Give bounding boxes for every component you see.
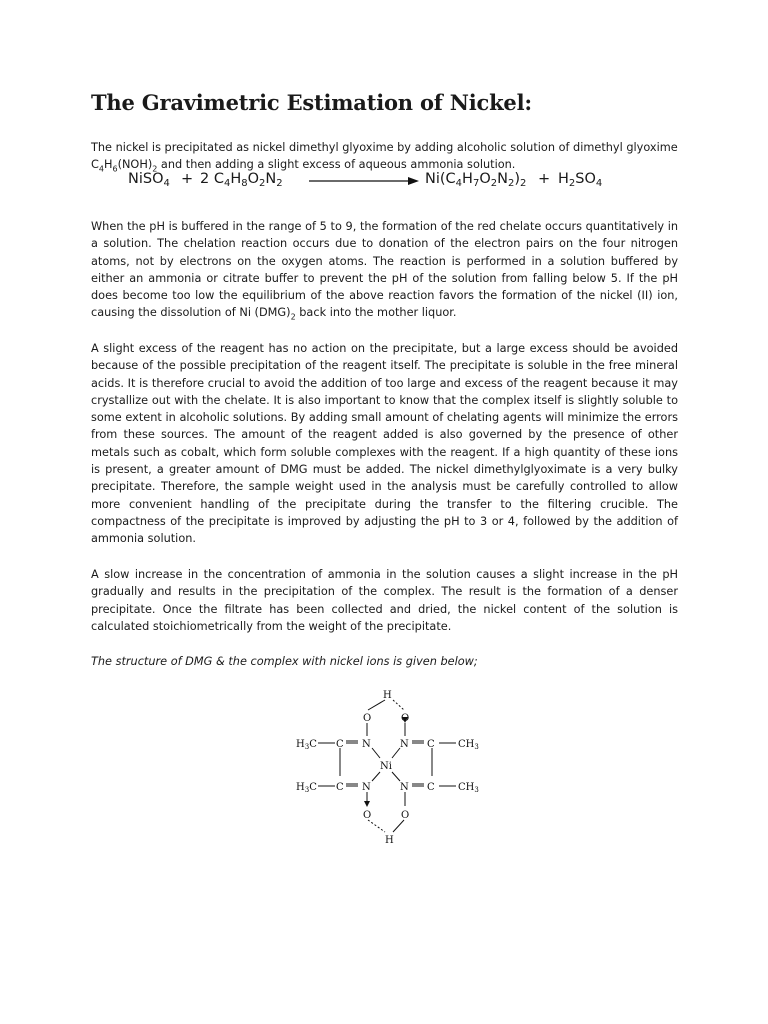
eq-sub: 7	[472, 178, 480, 189]
atom-o-bottom-left: O	[363, 810, 372, 821]
coordinate-arrow-icon	[364, 801, 370, 807]
eq-sub: 2	[520, 178, 527, 189]
eq-text: H	[230, 171, 242, 187]
methyl-top-left	[296, 739, 317, 751]
eq-text: O	[479, 171, 491, 187]
paragraph-reagent: A slight excess of the reagent has no action on the precipitate, but a large excess should be avoided because of the possible precipitation of the reagent itself. The precipitate is soluble in the free mineral acids. It is therefore crucial to avoid the addition of too large and excess of the reagent because it may crystallize out with the chelate. It is also important to know that the complex itself is slightly soluble to some extent in alcoholic solutions. By adding small amount of chelating agents will minimize the errors from these sources. The amount of the reagent added is also governed by the presence of other metals such as cobalt, which form soluble complexes with the reagent. If a high quantity of these ions is present, a greater amount of DMG must be added. The nickel dimethylglyoximate is a very bulky precipitate. Therefore, the sample weight used in the analysis must be carefully controlled to allow more convenient handling of the precipitate during the transfer to the filtering crucible. The compactness of the precipitate is improved by adjusting the pH to 3 or 4, followed by the addition of ammonia solution.	[91, 342, 678, 546]
methyl-sub: 3	[304, 743, 310, 751]
methyl-sub: 3	[474, 743, 479, 751]
methyl-sub: 3	[304, 786, 310, 794]
eq-sub: 8	[241, 178, 248, 189]
methyl-c: C	[309, 739, 317, 750]
eq-text: H	[462, 171, 473, 187]
atom-o-top-right: O	[401, 713, 410, 724]
reaction-equation	[128, 171, 603, 197]
atom-o-bottom-right: O	[401, 810, 410, 821]
eq-text: N	[265, 171, 277, 187]
atom-n-top-right: N	[400, 739, 409, 750]
atom-c-top-right: C	[427, 739, 435, 750]
atom-h-bottom: H	[385, 835, 394, 846]
eq-sub: 4	[163, 178, 170, 189]
atom-o-top-left: O	[363, 713, 372, 724]
reaction-arrow-icon	[309, 175, 419, 187]
eq-sub: 2	[276, 178, 283, 189]
plus-sign: +	[538, 171, 551, 187]
atom-n-top-left: N	[362, 739, 371, 750]
eq-sub: 2	[568, 178, 576, 189]
eq-text: 2 C	[200, 171, 224, 187]
dmg-nickel-structure-diagram	[200, 686, 500, 856]
paragraph-sub: 2	[290, 312, 296, 322]
eq-sub: 2	[490, 178, 498, 189]
atom-n-bottom-right: N	[400, 782, 409, 793]
methyl-h: H	[296, 739, 305, 750]
atom-c-bottom-left: C	[336, 782, 344, 793]
methyl-c: C	[309, 782, 317, 793]
eq-sub: 4	[455, 178, 463, 189]
atom-h-top: H	[383, 690, 392, 701]
eq-text: N	[497, 171, 508, 187]
intro-formula-sub: 6	[112, 164, 118, 174]
reactant-dmg	[200, 171, 283, 189]
atom-c-bottom-right: C	[427, 782, 435, 793]
eq-text: )	[514, 171, 521, 187]
structure-caption: The structure of DMG & the complex with nickel ions is given below;	[91, 655, 478, 668]
atom-n-bottom-left: N	[362, 782, 371, 793]
reactant-nickel-sulfate	[128, 171, 170, 189]
intro-formula: H	[103, 158, 113, 172]
intro-formula-sub: 4	[98, 164, 104, 174]
eq-text: H	[558, 171, 569, 187]
product-nickel-dmg	[425, 171, 526, 189]
methyl-ch: CH	[458, 739, 475, 750]
eq-sub: 2	[507, 178, 515, 189]
plus-sign: +	[181, 171, 194, 187]
product-sulfuric-acid	[558, 171, 602, 189]
methyl-h: H	[296, 782, 305, 793]
atom-nickel: Ni	[380, 761, 392, 772]
paragraph-buffer	[91, 218, 678, 326]
page-title: The Gravimetric Estimation of Nickel:	[91, 90, 532, 115]
methyl-sub: 3	[474, 786, 479, 794]
eq-text: Ni(C	[425, 171, 456, 187]
paragraph-text: back into the mother liquor.	[295, 306, 457, 320]
methyl-bottom-left	[296, 782, 317, 794]
methyl-ch: CH	[458, 782, 475, 793]
atom-c-top-left: C	[336, 739, 344, 750]
methyl-top-right	[458, 739, 479, 751]
eq-sub: 4	[595, 178, 603, 189]
eq-text: SO	[575, 171, 596, 187]
intro-formula-sub: 2	[152, 164, 158, 174]
eq-sub: 4	[223, 178, 231, 189]
intro-line-2: and then adding a slight excess of aqueous ammonia solution.	[157, 158, 516, 172]
intro-formula: (NOH)	[117, 158, 153, 172]
methyl-bottom-right	[458, 782, 479, 794]
intro-formula: C	[91, 158, 99, 172]
paragraph-text: When the pH is buffered in the range of 5 to 9, the formation of the red chelate occurs quantitatively in a solution. The chelation reaction occurs due to donation of the electron pairs on the four nitrogen atoms, not by electrons on the oxygen atoms. The reaction is performed in a solution buffered by either an ammonia or citrate buffer to prevent the pH of the solution from falling below 5. If the pH does become too low the equilibrium of the above reaction favors the formation of the nickel (II) ion, causing the dissolution of Ni (DMG)	[91, 220, 678, 320]
eq-text: NiSO	[128, 171, 164, 187]
eq-sub: 2	[259, 178, 266, 189]
paragraph-ammonia: A slow increase in the concentration of ammonia in the solution causes a slight increase in the pH gradually and results in the precipitation of the complex. The result is the formation of a denser precipitate. Once the filtrate has been collected and dried, the nickel content of the solution is calculated stoichiometrically from the weight of the precipitate.	[91, 568, 678, 633]
eq-text: O	[247, 171, 260, 187]
intro-line-1: The nickel is precipitated as nickel dimethyl glyoxime by adding alcoholic solution of dimethyl glyoxime	[91, 141, 678, 154]
